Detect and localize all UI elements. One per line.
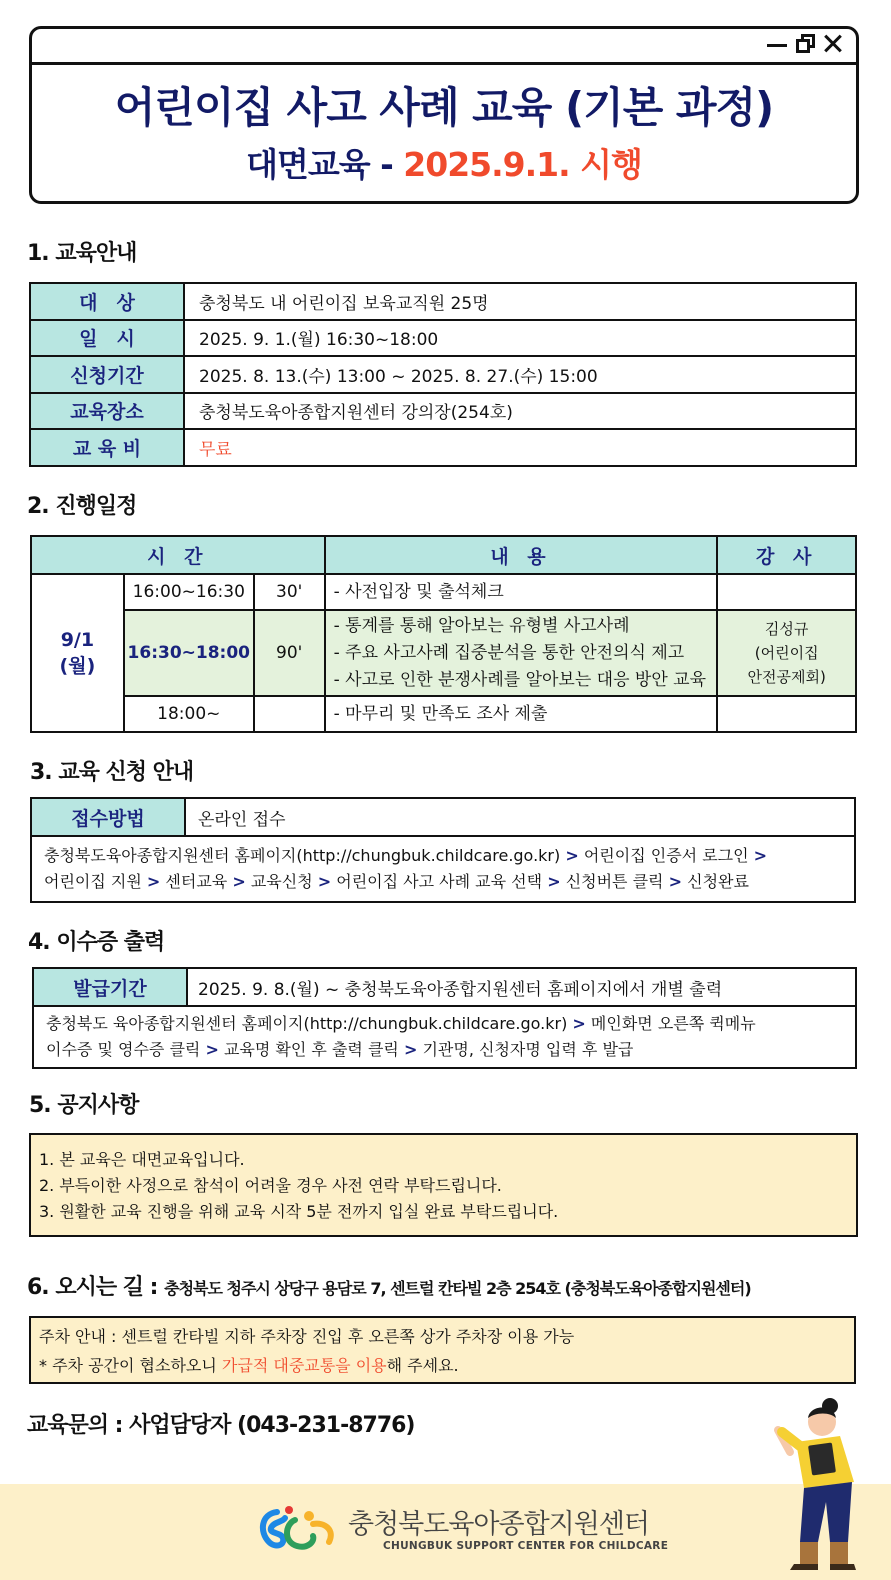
parking-box <box>29 1316 856 1384</box>
notice-item: 3. 원활한 교육 진행을 위해 교육 시작 5분 전까지 입실 완료 부탁드립니다. <box>39 1202 559 1221</box>
step: 어린이집 인증서 로그인 <box>583 846 749 865</box>
subtitle-date: 2025.9.1. 시행 <box>403 145 642 184</box>
fee-value: 무료 <box>184 429 856 466</box>
row-value: 2025. 9. 1.(월) 16:30~18:00 <box>184 320 856 357</box>
row-label: 일 시 <box>30 320 184 357</box>
parking-highlight: 가급적 대중교통을 이용 <box>221 1356 387 1375</box>
step: 기관명, 신청자명 입력 후 발급 <box>422 1040 634 1059</box>
steps-line <box>46 1037 843 1063</box>
section-heading-guide: 1. 교육안내 <box>27 241 137 266</box>
table-row <box>30 429 856 466</box>
certificate-label: 발급기간 <box>33 968 187 1006</box>
step: 이수증 및 영수증 클릭 <box>46 1040 201 1059</box>
section-heading-apply: 3. 교육 신청 안내 <box>30 760 194 785</box>
header-lecturer: 강 사 <box>717 536 856 574</box>
parking-text: 해 주세요. <box>386 1356 459 1375</box>
guide-table <box>29 282 857 467</box>
lecturer-cell <box>717 574 856 610</box>
directions-heading: 6. 오시는 길 : <box>27 1275 165 1300</box>
parking-line: 주차 안내 : 센트럴 칸타빌 지하 주차장 진입 후 오른쪽 상가 주차장 이용 가능 <box>39 1327 575 1346</box>
header-time: 시 간 <box>31 536 325 574</box>
address: 충청북도 청주시 상당구 용담로 7, 센트럴 칸타빌 2층 254호 (충청북도육아종합지원센터) <box>164 1279 751 1298</box>
arrow-icon: > <box>565 846 579 865</box>
section-heading-certificate: 4. 이수증 출력 <box>28 930 165 955</box>
step: 교육신청 <box>250 872 313 891</box>
table-row <box>31 610 856 696</box>
content-line: - 주요 사고사례 집중분석을 통한 안전의식 제고 <box>333 642 685 663</box>
org-name-en: CHUNGBUK SUPPORT CENTER FOR CHILDCARE <box>383 1540 669 1552</box>
section-heading-directions <box>27 1270 751 1301</box>
row-label: 대 상 <box>30 283 184 320</box>
step: 교육명 확인 후 출력 클릭 <box>223 1040 399 1059</box>
step: 신청버튼 클릭 <box>565 872 664 891</box>
page-subtitle <box>32 139 856 186</box>
close-icon <box>822 33 844 55</box>
window-controls <box>766 33 844 55</box>
maximize-icon <box>794 33 816 55</box>
table-row <box>31 798 855 836</box>
row-value: 충청북도육아종합지원센터 강의장(254호) <box>184 393 856 430</box>
step: 충청북도육아종합지원센터 홈페이지(http://chungbuk.childcare.go.kr) <box>44 846 561 865</box>
row-value: 충청북도 내 어린이집 보육교직원 25명 <box>184 283 856 320</box>
table-row <box>31 574 856 610</box>
duration-cell <box>254 696 325 732</box>
table-row <box>30 356 856 393</box>
step: 센터교육 <box>165 872 228 891</box>
table-row <box>30 393 856 430</box>
certificate-steps <box>33 1006 856 1068</box>
apply-steps <box>31 836 855 902</box>
apply-value: 온라인 접수 <box>185 798 855 836</box>
steps-line <box>44 843 842 869</box>
content-cell: - 사전입장 및 출석체크 <box>325 574 718 610</box>
content-line: - 사고로 인한 분쟁사례를 알아보는 대응 방안 교육 <box>333 669 707 690</box>
minimize-icon <box>766 33 788 55</box>
apply-table <box>30 797 856 903</box>
table-header-row <box>31 536 856 574</box>
content-line: - 통계를 통해 알아보는 유형별 사고사례 <box>333 615 630 636</box>
steps-line <box>44 869 842 895</box>
table-row <box>33 1006 856 1068</box>
content-cell <box>325 610 718 696</box>
teacher-illustration-icon <box>760 1392 870 1580</box>
notice-box <box>29 1133 858 1237</box>
window-titlebar <box>32 29 856 65</box>
footer <box>0 1484 891 1580</box>
row-value: 2025. 8. 13.(수) 13:00 ~ 2025. 8. 27.(수) 15:00 <box>184 356 856 393</box>
step: 신청완료 <box>687 872 749 891</box>
time-cell: 16:00~16:30 <box>124 574 254 610</box>
schedule-date: 9/1 (월) <box>31 574 124 732</box>
duration-cell: 30' <box>254 574 325 610</box>
page-title: 어린이집 사고 사례 교육 (기본 과정) <box>114 83 774 132</box>
lecturer-cell: 김성규 (어린이집 안전공제회) <box>717 610 856 696</box>
certificate-value: 2025. 9. 8.(월) ~ 충청북도육아종합지원센터 홈페이지에서 개별 출력 <box>187 968 856 1006</box>
steps-line <box>46 1011 843 1037</box>
section-heading-notice: 5. 공지사항 <box>29 1093 139 1118</box>
table-row <box>31 836 855 902</box>
notice-item: 2. 부득이한 사정으로 참석이 어려울 경우 사전 연락 부탁드립니다. <box>39 1176 502 1195</box>
table-row <box>30 283 856 320</box>
arrow-icon: > <box>317 872 332 891</box>
arrow-icon: > <box>572 1014 586 1033</box>
notice-item: 1. 본 교육은 대면교육입니다. <box>39 1150 245 1169</box>
table-row <box>30 320 856 357</box>
arrow-icon: > <box>547 872 561 891</box>
arrow-icon: > <box>403 1040 418 1059</box>
table-row <box>33 968 856 1006</box>
arrow-icon: > <box>205 1040 219 1059</box>
content-cell: - 마무리 및 만족도 조사 제출 <box>325 696 718 732</box>
contact-info: 교육문의 : 사업담당자 (043-231-8776) <box>27 1413 415 1438</box>
row-label: 교 육 비 <box>30 429 184 466</box>
step: 어린이집 사고 사례 교육 선택 <box>336 872 543 891</box>
arrow-icon: > <box>668 872 683 891</box>
step: 충청북도 육아종합지원센터 홈페이지(http://chungbuk.childcare.go.kr) <box>46 1014 568 1033</box>
org-name: 충청북도육아종합지원센터 <box>348 1509 649 1540</box>
header-content: 내 용 <box>325 536 718 574</box>
subtitle-prefix: 대면교육 - <box>246 145 404 184</box>
section-heading-schedule: 2. 진행일정 <box>27 494 137 519</box>
parking-text: * 주차 공간이 협소하오니 <box>39 1356 222 1375</box>
center-logo-icon <box>255 1502 337 1558</box>
arrow-icon: > <box>753 846 768 865</box>
row-label: 교육장소 <box>30 393 184 430</box>
title-window <box>29 26 859 204</box>
time-cell: 18:00~ <box>124 696 254 732</box>
duration-cell: 90' <box>254 610 325 696</box>
arrow-icon: > <box>146 872 161 891</box>
table-row <box>31 696 856 732</box>
time-cell: 16:30~18:00 <box>124 610 254 696</box>
certificate-table <box>32 967 857 1069</box>
step: 어린이집 지원 <box>44 872 142 891</box>
apply-label: 접수방법 <box>31 798 185 836</box>
row-label: 신청기간 <box>30 356 184 393</box>
parking-line <box>39 1351 846 1380</box>
arrow-icon: > <box>232 872 246 891</box>
schedule-table <box>30 535 857 733</box>
step: 메인화면 오른쪽 퀵메뉴 <box>590 1014 756 1033</box>
lecturer-cell <box>717 696 856 732</box>
